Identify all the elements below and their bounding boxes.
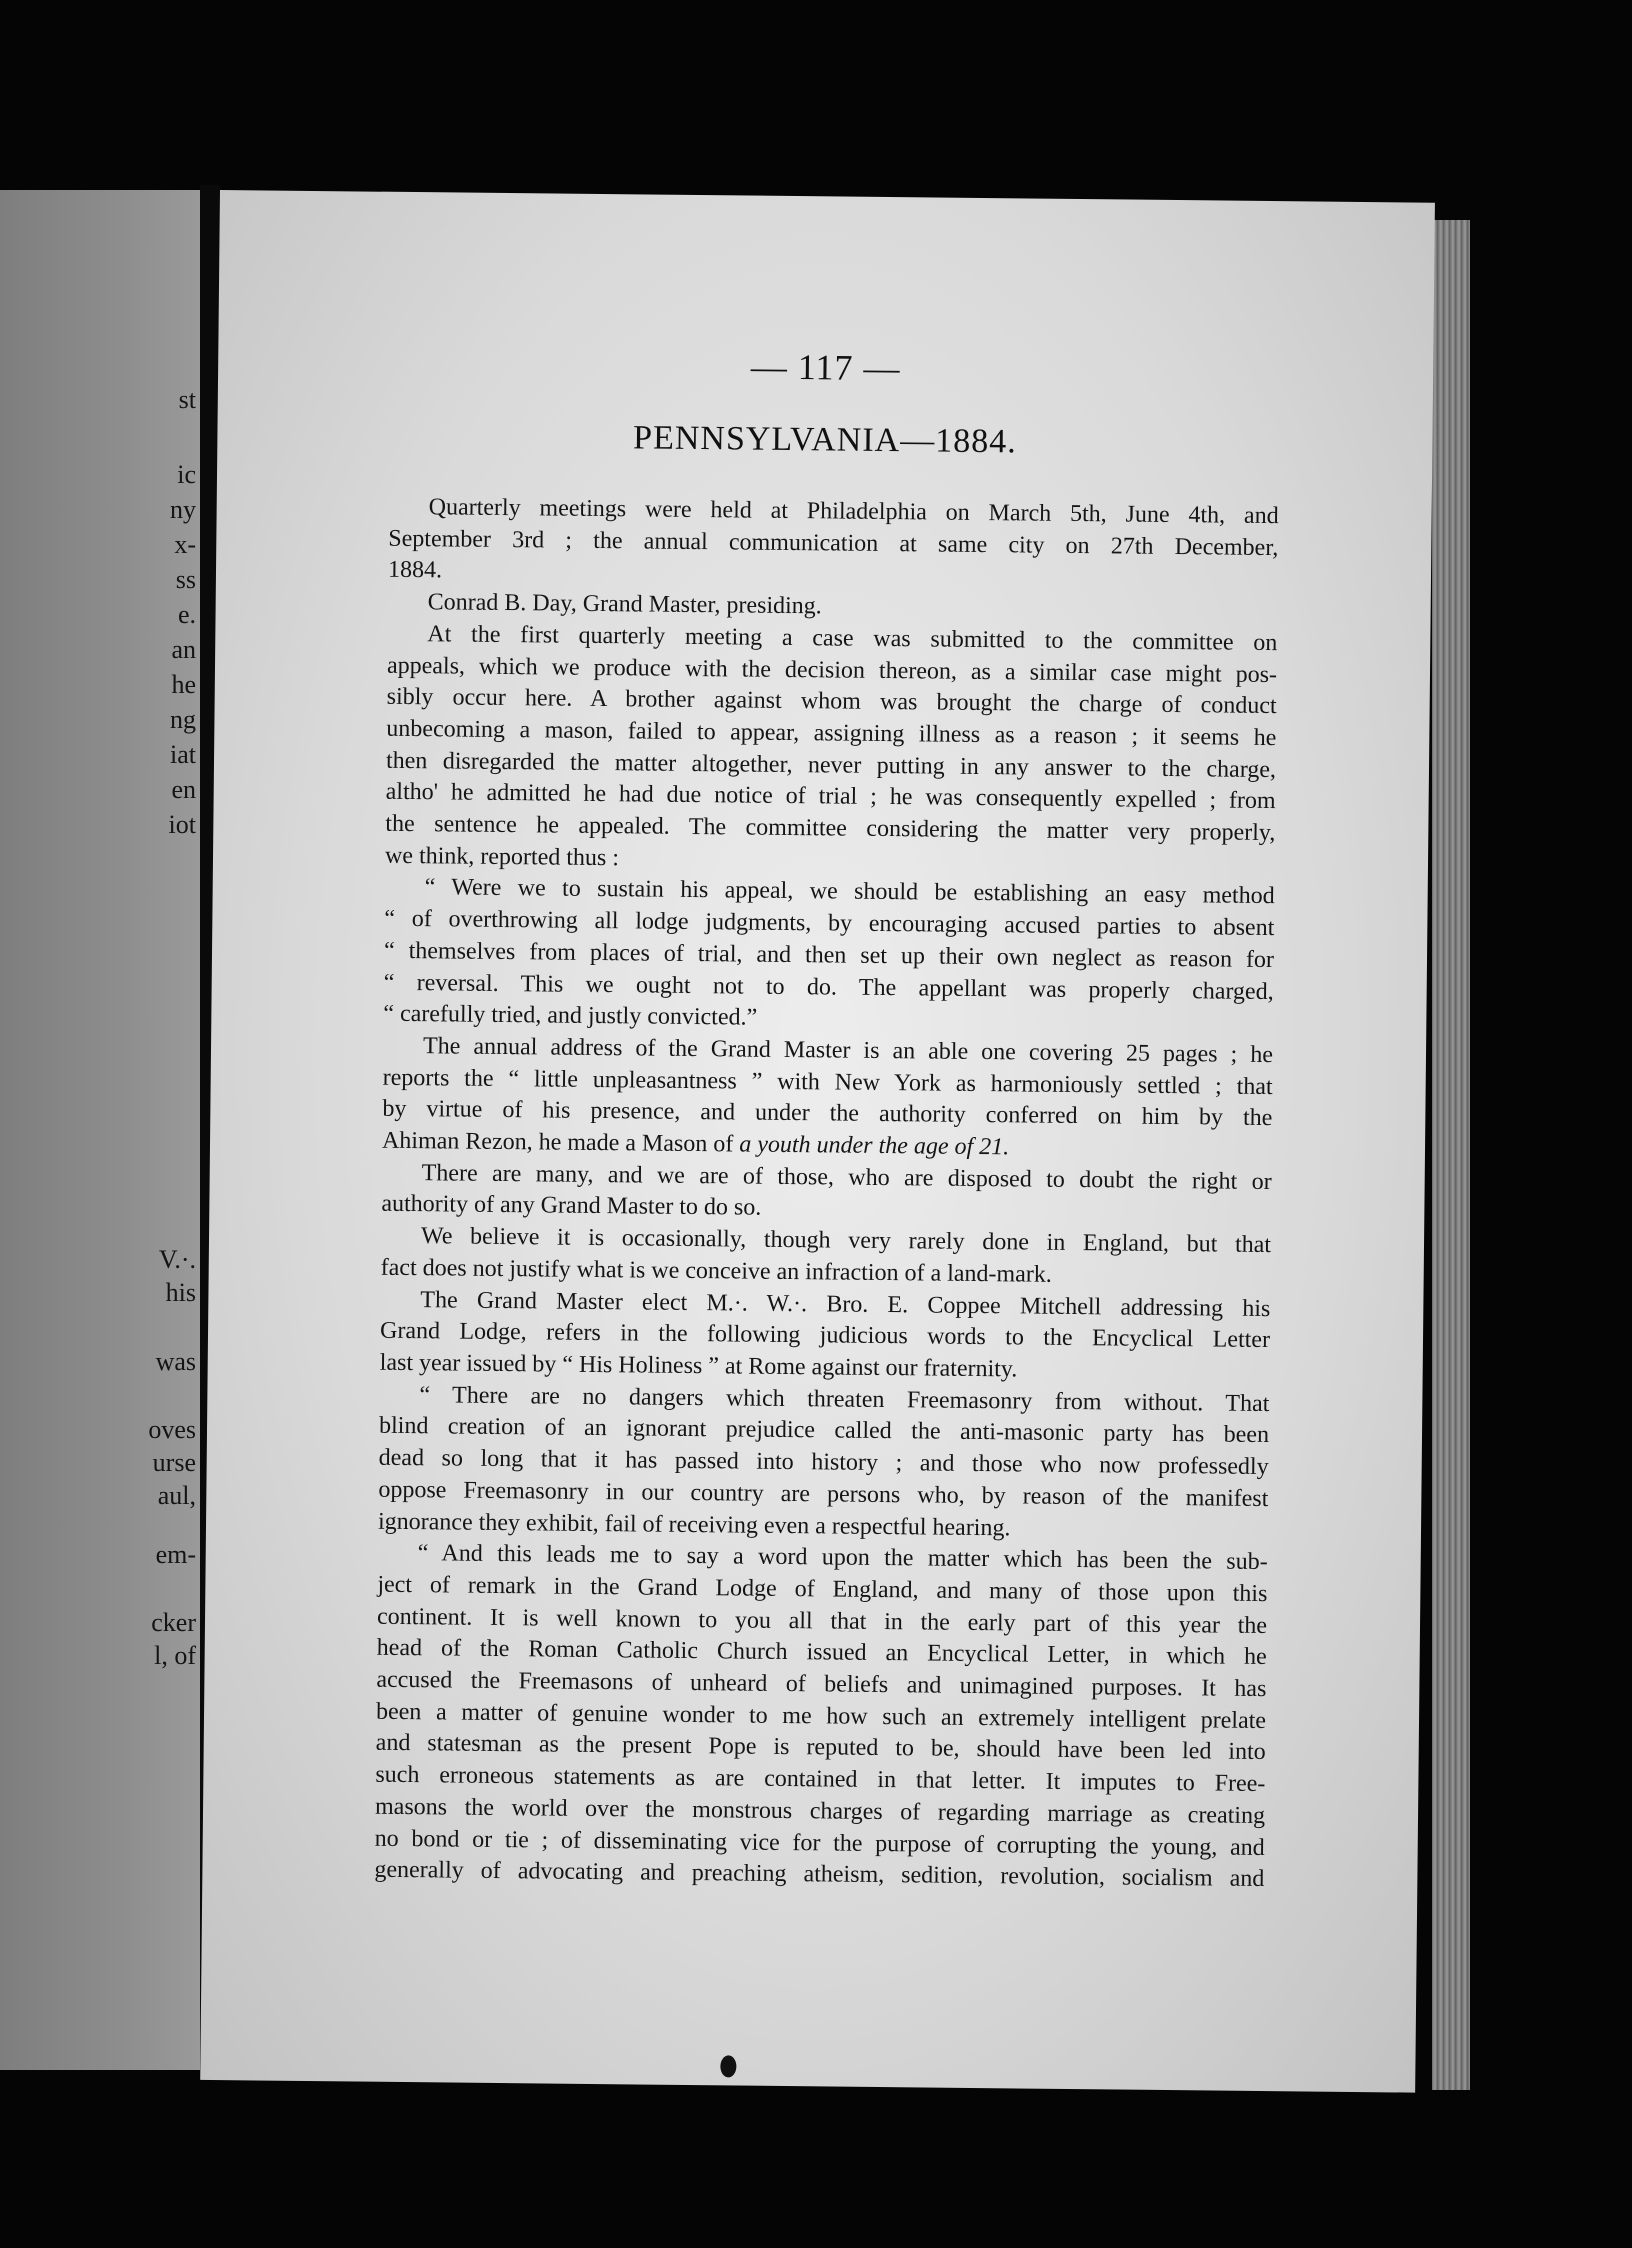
left-page-fragment: iot bbox=[168, 810, 196, 839]
text-line: September 3rd ; the annual communication at same city on 27th December, bbox=[388, 525, 1279, 561]
text-line: The Grand Master elect M.·. W.·. Bro. E. Coppee Mitchell addressing his bbox=[420, 1286, 1271, 1322]
text-line: altho' he admitted he had due notice of trial ; he was consequently expelled ; from bbox=[385, 779, 1276, 815]
text-line: continent. It is well known to you all that in the early part of this year the bbox=[376, 1603, 1268, 1639]
text-line: head of the Roman Catholic Church issued an Encyclical Letter, in which he bbox=[376, 1635, 1267, 1671]
left-page-fragment: ss bbox=[175, 565, 196, 594]
text-line: “ of overthrowing all lodge judgments, by encouraging accused parties to absent bbox=[384, 905, 1275, 942]
left-page-fragment: V.·. bbox=[158, 1245, 196, 1274]
text-line: we think, reported thus : bbox=[384, 842, 620, 871]
left-page-fragment: ic bbox=[177, 460, 196, 489]
document-page bbox=[200, 190, 1435, 2093]
left-page-fragment: his bbox=[165, 1278, 196, 1307]
text-line: then disregarded the matter altogether, never putting in any answer to the charge, bbox=[385, 747, 1277, 783]
page-heading: PENNSYLVANIA—1884. bbox=[632, 419, 1017, 461]
left-page-fragment: an bbox=[171, 635, 196, 664]
ink-speck bbox=[720, 2055, 736, 2077]
text-line: ject of remark in the Grand Lodge of England, and many of those upon this bbox=[377, 1571, 1268, 1607]
page-edges bbox=[1432, 220, 1470, 2090]
text-line: “ reversal. This we ought not to do. The appellant was properly charged, bbox=[383, 969, 1274, 1005]
text-line: by virtue of his presence, and under the authority conferred on him by the bbox=[382, 1096, 1273, 1132]
left-page-fragment: ny bbox=[170, 495, 196, 524]
paragraph bbox=[381, 1221, 1272, 1294]
left-page-fragment: urse bbox=[152, 1448, 196, 1477]
body-text bbox=[374, 492, 1279, 1896]
paragraph bbox=[385, 619, 1278, 882]
left-page-fragment: e. bbox=[177, 600, 196, 629]
text-line: At the first quarterly meeting a case was submitted to the committee on bbox=[427, 621, 1278, 656]
text-line: blind creation of an ignorant prejudice called the anti-masonic party has been bbox=[378, 1413, 1270, 1449]
text-line: appeals, which we produce with the decision thereon, as a similar case might pos- bbox=[386, 652, 1278, 688]
paragraph bbox=[380, 1284, 1271, 1388]
text-line: reports the “ little unpleasantness ” with New York as harmoniously settled ; that bbox=[382, 1064, 1273, 1100]
left-page-fragment: st bbox=[178, 385, 196, 414]
text-line: Conrad B. Day, Grand Master, presiding. bbox=[427, 589, 822, 620]
text-line: The annual address of the Grand Master is an able one covering 25 pages ; he bbox=[422, 1033, 1274, 1069]
text-line: Ahiman Rezon, he made a Mason of a youth under the age of 21. bbox=[381, 1127, 1010, 1161]
text-line: Grand Lodge, refers in the following judicious words to the Encyclical Letter bbox=[379, 1318, 1271, 1354]
left-page-fragment: iat bbox=[170, 740, 196, 769]
text-line: accused the Freemasons of unheard of beliefs and unimagined purposes. It has bbox=[376, 1666, 1267, 1703]
text-line: unbecoming a mason, failed to appear, assigning illness as a reason ; it seems he bbox=[386, 715, 1277, 752]
text-line: and statesman as the present Pope is reputed to be, should have been led into bbox=[375, 1730, 1266, 1766]
text-line: masons the world over the monstrous charges of regarding marriage as creating bbox=[374, 1793, 1266, 1829]
text-line: ignorance they exhibit, fail of receiving even a respectful hearing. bbox=[377, 1508, 1011, 1541]
left-page-fragment: oves bbox=[148, 1415, 196, 1444]
text-line: We believe it is occasionally, though very rarely done in England, but that bbox=[420, 1223, 1272, 1259]
facing-page-left bbox=[0, 190, 200, 2070]
text-line: such erroneous statements as are contained in that letter. It imputes to Free- bbox=[375, 1761, 1266, 1798]
text-line: been a matter of genuine wonder to me how such an extremely intelligent prelate bbox=[375, 1698, 1267, 1734]
text-line: authority of any Grand Master to do so. bbox=[381, 1191, 762, 1222]
text-line: “ There are no dangers which threaten Freemasonry from without. That bbox=[419, 1381, 1270, 1417]
quoted-paragraph bbox=[383, 872, 1275, 1040]
text-line: the sentence he appealed. The committee considering the matter very properly, bbox=[385, 810, 1276, 847]
text-line: “ carefully tried, and justly convicted.” bbox=[383, 1001, 758, 1031]
paragraph bbox=[381, 1158, 1272, 1231]
italic-phrase: a youth under the age of 21. bbox=[739, 1131, 1010, 1161]
left-page-fragment: was bbox=[155, 1347, 196, 1376]
text-line: There are many, and we are of those, who are disposed to doubt the right or bbox=[421, 1159, 1272, 1195]
text-line: 1884. bbox=[387, 557, 443, 584]
page-number: — 117 — bbox=[750, 346, 901, 389]
text-line: fact does not justify what is we conceive an infraction of a land-mark. bbox=[380, 1254, 1052, 1288]
left-page-fragment: en bbox=[171, 775, 196, 804]
text-line: “ Were we to sustain his appeal, we should be establishing an easy method bbox=[424, 874, 1275, 910]
text-line: oppose Freemasonry in our country are persons who, by reason of the manifest bbox=[378, 1476, 1269, 1512]
text-line: sibly occur here. A brother against whom was brought the charge of conduct bbox=[386, 683, 1277, 720]
text-line: Quarterly meetings were held at Philadelphia on March 5th, June 4th, and bbox=[428, 494, 1279, 530]
text-line: dead so long that it has passed into history ; and those who now professedly bbox=[378, 1444, 1269, 1481]
text-line: no bond or tie ; of disseminating vice for the purpose of corrupting the young, and bbox=[374, 1825, 1265, 1861]
left-page-fragment: cker bbox=[151, 1608, 196, 1637]
paragraph bbox=[378, 1379, 1270, 1547]
text-line: generally of advocating and preaching atheism, sedition, revolution, socialism and bbox=[374, 1856, 1265, 1893]
paragraph bbox=[388, 492, 1279, 596]
text-line: “ And this leads me to say a word upon the matter which has been the sub- bbox=[417, 1540, 1268, 1576]
paragraph bbox=[382, 1031, 1273, 1167]
paragraph bbox=[374, 1538, 1268, 1896]
left-page-fragment: ng bbox=[170, 705, 196, 734]
left-page-fragment: he bbox=[171, 670, 196, 699]
left-page-fragment: aul, bbox=[157, 1481, 196, 1510]
left-page-fragment: l, of bbox=[154, 1641, 196, 1670]
left-page-fragment: em- bbox=[155, 1540, 196, 1569]
text-line: “ themselves from places of trial, and then set up their own neglect as reason for bbox=[383, 937, 1275, 973]
text-line: last year issued by “ His Holiness ” at Rome against our fraternity. bbox=[379, 1349, 1018, 1383]
left-page-fragment: x- bbox=[174, 530, 196, 559]
